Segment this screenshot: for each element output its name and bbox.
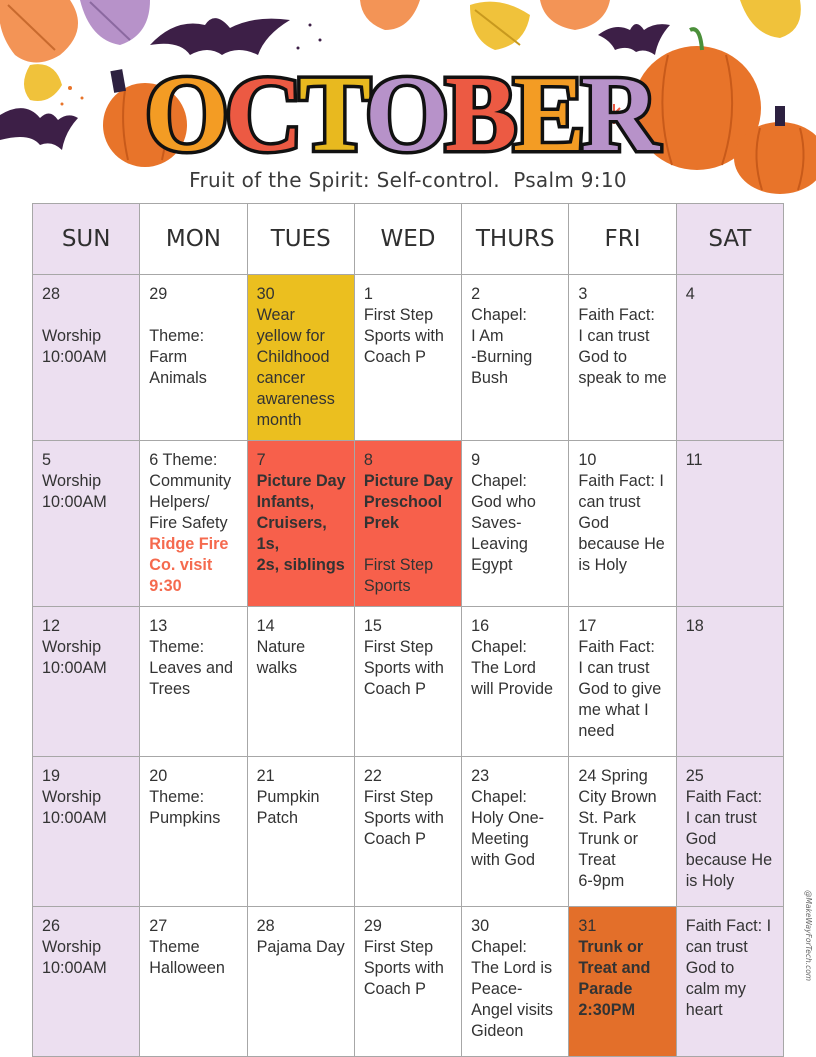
- day-cell-content: [140, 907, 246, 979]
- day-text: 6 Theme: Community Helpers/ Fire Safety: [149, 451, 232, 532]
- day-cell-content: [569, 441, 675, 576]
- day-cell-content: [355, 907, 461, 1000]
- day-text: 27 Theme Halloween: [149, 917, 225, 977]
- day-text: 4: [685, 285, 695, 303]
- day-cell: [462, 607, 569, 757]
- day-text: 3 Faith Fact: I can trust God to speak to me: [578, 285, 667, 387]
- day-cell: [247, 607, 354, 757]
- day-cell: [569, 607, 676, 757]
- day-text: 28 Worship 10:00AM: [42, 285, 107, 366]
- weekday-header-row: [33, 204, 784, 275]
- day-cell-content: [248, 907, 354, 958]
- day-cell-content: [569, 907, 675, 1021]
- weekday-header-wed: WED: [354, 204, 461, 275]
- title-letter: R: [581, 55, 656, 174]
- week-row: [33, 757, 784, 907]
- day-text: 30 Chapel: The Lord is Peace- Angel visits Gideon: [471, 917, 553, 1040]
- day-cell-content: [248, 607, 354, 679]
- day-cell: [569, 907, 676, 1057]
- autumn-leaf-icon: [740, 0, 801, 38]
- day-cell-content: [248, 441, 354, 576]
- day-text: 15 First Step Sports with Coach P: [363, 617, 444, 698]
- day-cell-content: [462, 441, 568, 576]
- title-letter: C: [224, 55, 299, 174]
- day-cell-content: [33, 275, 139, 368]
- day-text: 2 Chapel: I Am -Burning Bush: [471, 285, 533, 387]
- day-highlight-text: Picture Day Preschool Prek: [363, 472, 453, 532]
- day-cell: [247, 275, 354, 441]
- day-text: 24 Spring City Brown St. Park Trunk or Treat 6-9pm: [578, 767, 657, 890]
- day-text: 7: [256, 451, 266, 469]
- weekday-header-thurs: THURS: [462, 204, 569, 275]
- day-cell: [33, 441, 140, 607]
- title-letter: T: [298, 55, 365, 174]
- day-cell: [33, 757, 140, 907]
- day-cell: [247, 757, 354, 907]
- day-text: 1 First Step Sports with Coach P: [363, 285, 444, 366]
- day-cell: [676, 441, 783, 607]
- day-text: 10 Faith Fact: I can trust God because He is Holy: [578, 451, 665, 574]
- autumn-leaf-icon: [540, 0, 610, 30]
- day-cell-content: [462, 907, 568, 1042]
- day-cell: [569, 441, 676, 607]
- weekday-header-mon: MON: [140, 204, 247, 275]
- day-cell-content: [248, 275, 354, 431]
- day-cell: [140, 607, 247, 757]
- day-text: 9 Chapel: God who Saves- Leaving Egypt: [471, 451, 536, 574]
- day-cell-content: [677, 441, 783, 471]
- day-cell: [33, 607, 140, 757]
- day-cell: [676, 907, 783, 1057]
- day-cell: [569, 757, 676, 907]
- day-cell-content: [569, 757, 675, 892]
- day-text: 30 Wear yellow for Childhood cancer awareness month: [256, 285, 335, 429]
- day-cell: [33, 907, 140, 1057]
- title-letter: E: [513, 55, 582, 174]
- day-cell-content: [355, 441, 461, 597]
- day-cell: [247, 441, 354, 607]
- page-title: [145, 55, 660, 174]
- day-cell: [462, 907, 569, 1057]
- day-text: 16 Chapel: The Lord will Provide: [471, 617, 553, 698]
- day-cell: [676, 757, 783, 907]
- day-text: 11: [685, 451, 703, 469]
- day-cell-content: [248, 757, 354, 829]
- subtitle: Fruit of the Spirit: Self-control. Psalm 9:10: [189, 168, 627, 192]
- day-event-text: Ridge Fire Co. visit 9:30: [149, 535, 229, 595]
- day-cell-content: [33, 757, 139, 829]
- credit-text: @MakeWayForTech.com: [804, 890, 813, 982]
- day-cell-content: [569, 275, 675, 389]
- day-cell: [140, 441, 247, 607]
- bat-icon: [0, 108, 78, 150]
- day-text: 26 Worship 10:00AM: [42, 917, 107, 977]
- day-cell-content: [33, 441, 139, 513]
- weekday-header-fri: FRI: [569, 204, 676, 275]
- autumn-leaf-icon: [24, 64, 62, 101]
- week-row: [33, 907, 784, 1057]
- autumn-leaf-icon: [360, 0, 420, 30]
- day-text: 17 Faith Fact: I can trust God to give me what I need: [578, 617, 662, 740]
- day-cell-content: [140, 757, 246, 829]
- day-cell-content: [677, 607, 783, 637]
- day-cell-content: [462, 757, 568, 871]
- week-row: [33, 607, 784, 757]
- day-cell: [140, 907, 247, 1057]
- title-letter: O: [365, 55, 446, 174]
- day-cell-content: [355, 757, 461, 850]
- day-cell: [354, 607, 461, 757]
- day-extra-text: First Step Sports: [363, 556, 434, 595]
- autumn-leaf-icon: [80, 0, 150, 45]
- day-cell: [354, 757, 461, 907]
- weekday-header-sun: SUN: [33, 204, 140, 275]
- day-cell-content: [462, 275, 568, 389]
- day-text: 13 Theme: Leaves and Trees: [149, 617, 233, 698]
- day-text: 20 Theme: Pumpkins: [149, 767, 221, 827]
- title-letter: O: [144, 55, 225, 174]
- day-cell: [140, 757, 247, 907]
- day-cell: [676, 275, 783, 441]
- weekday-header-sat: SAT: [676, 204, 783, 275]
- day-text: 12 Worship 10:00AM: [42, 617, 107, 677]
- day-cell-content: [462, 607, 568, 700]
- day-cell: [247, 907, 354, 1057]
- title-letter: B: [445, 55, 514, 174]
- bat-icon: [150, 18, 290, 55]
- day-cell-content: [569, 607, 675, 742]
- calendar-grid: [32, 203, 784, 1057]
- weekday-header-tues: TUES: [247, 204, 354, 275]
- day-cell: [354, 275, 461, 441]
- day-text: 29 First Step Sports with Coach P: [363, 917, 444, 998]
- day-cell-content: [355, 275, 461, 368]
- day-text: 19 Worship 10:00AM: [42, 767, 107, 827]
- day-cell-content: [140, 441, 246, 597]
- day-cell-content: [33, 607, 139, 679]
- day-cell-content: [677, 757, 783, 892]
- day-cell-content: [355, 607, 461, 700]
- day-cell-content: [677, 275, 783, 305]
- day-cell: [462, 757, 569, 907]
- day-cell: [462, 275, 569, 441]
- day-text: 8: [363, 451, 373, 469]
- day-cell: [462, 441, 569, 607]
- day-text: 29 Theme: Farm Animals: [149, 285, 207, 387]
- day-text: 23 Chapel: Holy One- Meeting with God: [471, 767, 544, 869]
- day-cell: [676, 607, 783, 757]
- day-text: Faith Fact: I can trust God to calm my heart: [685, 917, 772, 1019]
- day-cell-content: [677, 907, 783, 1021]
- day-text: 22 First Step Sports with Coach P: [363, 767, 444, 848]
- day-text: 14 Nature walks: [256, 617, 306, 677]
- day-text: 21 Pumpkin Patch: [256, 767, 320, 827]
- day-cell: [354, 907, 461, 1057]
- day-text: 25 Faith Fact: I can trust God because He is Holy: [685, 767, 773, 890]
- day-highlight-text: Picture Day Infants, Cruisers, 1s, 2s, siblings: [256, 472, 346, 574]
- day-text: 5 Worship 10:00AM: [42, 451, 107, 511]
- day-cell: [140, 275, 247, 441]
- bat-icon: [598, 24, 670, 55]
- day-text: 28 Pajama Day: [256, 917, 345, 956]
- day-cell-content: [140, 275, 246, 389]
- day-cell-content: [140, 607, 246, 700]
- week-row: [33, 275, 784, 441]
- autumn-leaf-icon: [470, 2, 530, 50]
- day-cell: [33, 275, 140, 441]
- day-cell-content: [33, 907, 139, 979]
- day-highlight-text: Trunk or Treat and Parade 2:30PM: [578, 938, 651, 1019]
- day-cell: [354, 441, 461, 607]
- week-row: [33, 441, 784, 607]
- day-cell: [569, 275, 676, 441]
- autumn-leaf-icon: [0, 0, 78, 63]
- day-text: 18: [685, 617, 704, 635]
- day-text: 31: [578, 917, 597, 935]
